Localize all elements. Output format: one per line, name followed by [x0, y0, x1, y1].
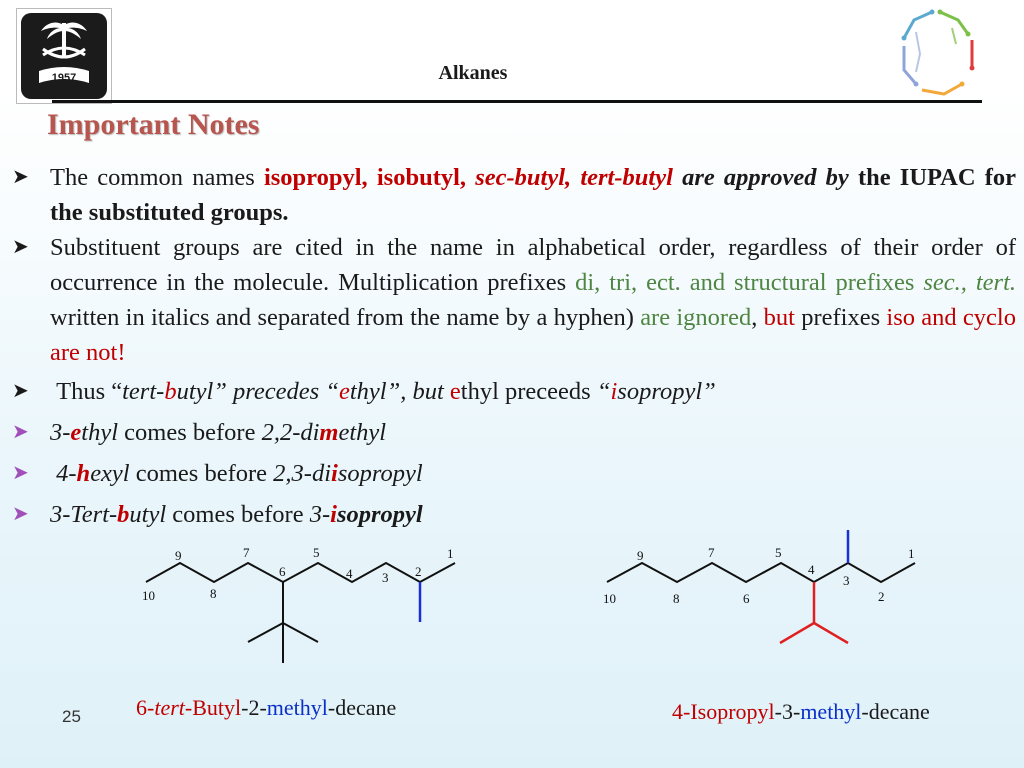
department-logo [892, 4, 982, 100]
logo-year: 1957 [51, 72, 77, 84]
notes-list [12, 160, 1016, 532]
slide-title: Alkanes [438, 62, 508, 84]
structure-1-name: 6-tert-Butyl-2-methyl-decane [136, 695, 397, 720]
arrow-bullet-icon: ➤ [12, 462, 29, 484]
arrow-bullet-icon: ➤ [12, 421, 29, 443]
skeletal-structures [0, 530, 1024, 680]
svg-text:7: 7 [708, 545, 715, 560]
svg-text:1: 1 [908, 546, 915, 561]
page-number: 25 [62, 707, 81, 726]
svg-text:6: 6 [279, 564, 286, 579]
svg-text:2: 2 [878, 589, 885, 604]
svg-text:3: 3 [843, 573, 850, 588]
svg-text:10: 10 [603, 591, 616, 606]
note-approved-names: ➤ The common names isopropyl, isobutyl, sec-butyl, tert-butyl are approved by the IUPAC for the substituted groups. [12, 160, 1016, 230]
title-divider [52, 100, 982, 103]
isopropyl-branch [780, 582, 848, 643]
svg-text:4: 4 [346, 566, 353, 581]
university-logo [16, 8, 112, 104]
svg-text:5: 5 [313, 545, 320, 560]
svg-text:8: 8 [210, 586, 217, 601]
arrow-bullet-icon: ➤ [12, 503, 29, 525]
svg-text:3: 3 [382, 570, 389, 585]
structure-isopropyl-methyl-decane [607, 563, 915, 582]
svg-text:10: 10 [142, 588, 155, 603]
section-heading: Important Notes [47, 108, 260, 141]
svg-text:6: 6 [743, 591, 750, 606]
note-tert-butyl-example: ➤ Thus “tert-butyl” precedes “ethyl”, but ethyl preceeds “isopropyl” [12, 374, 1016, 409]
svg-text:9: 9 [175, 548, 182, 563]
structure-tert-butyl-methyl-decane [146, 563, 455, 663]
svg-text:2: 2 [415, 564, 422, 579]
svg-text:7: 7 [243, 545, 250, 560]
structure-2-name: 4-Isopropyl-3-methyl-decane [672, 699, 930, 724]
note-hexyl-example: ➤ 4-hexyl comes before 2,3-diisopropyl [12, 456, 1016, 491]
svg-text:8: 8 [673, 591, 680, 606]
arrow-bullet-icon: ➤ [12, 236, 29, 258]
svg-text:4: 4 [808, 562, 815, 577]
svg-text:9: 9 [637, 548, 644, 563]
note-alphabetical-order: ➤ Substituent groups are cited in the name in alphabetical order, regardless of their order of occurrence in the molecule. Multiplication prefixes di, tri, ect. and structural prefixes sec., tert. written in italics and separated from the name by a hyphen) are ignored, but prefixes iso and cyclo are not! [12, 230, 1016, 370]
svg-text:5: 5 [775, 545, 782, 560]
note-ethyl-example: ➤ 3-ethyl comes before 2,2-dimethyl [12, 415, 1016, 450]
note-tert-butyl-isopropyl: ➤ 3-Tert-butyl comes before 3-isopropyl [12, 497, 1016, 532]
svg-text:1: 1 [447, 546, 454, 561]
arrow-bullet-icon: ➤ [12, 166, 29, 188]
arrow-bullet-icon: ➤ [12, 380, 29, 402]
